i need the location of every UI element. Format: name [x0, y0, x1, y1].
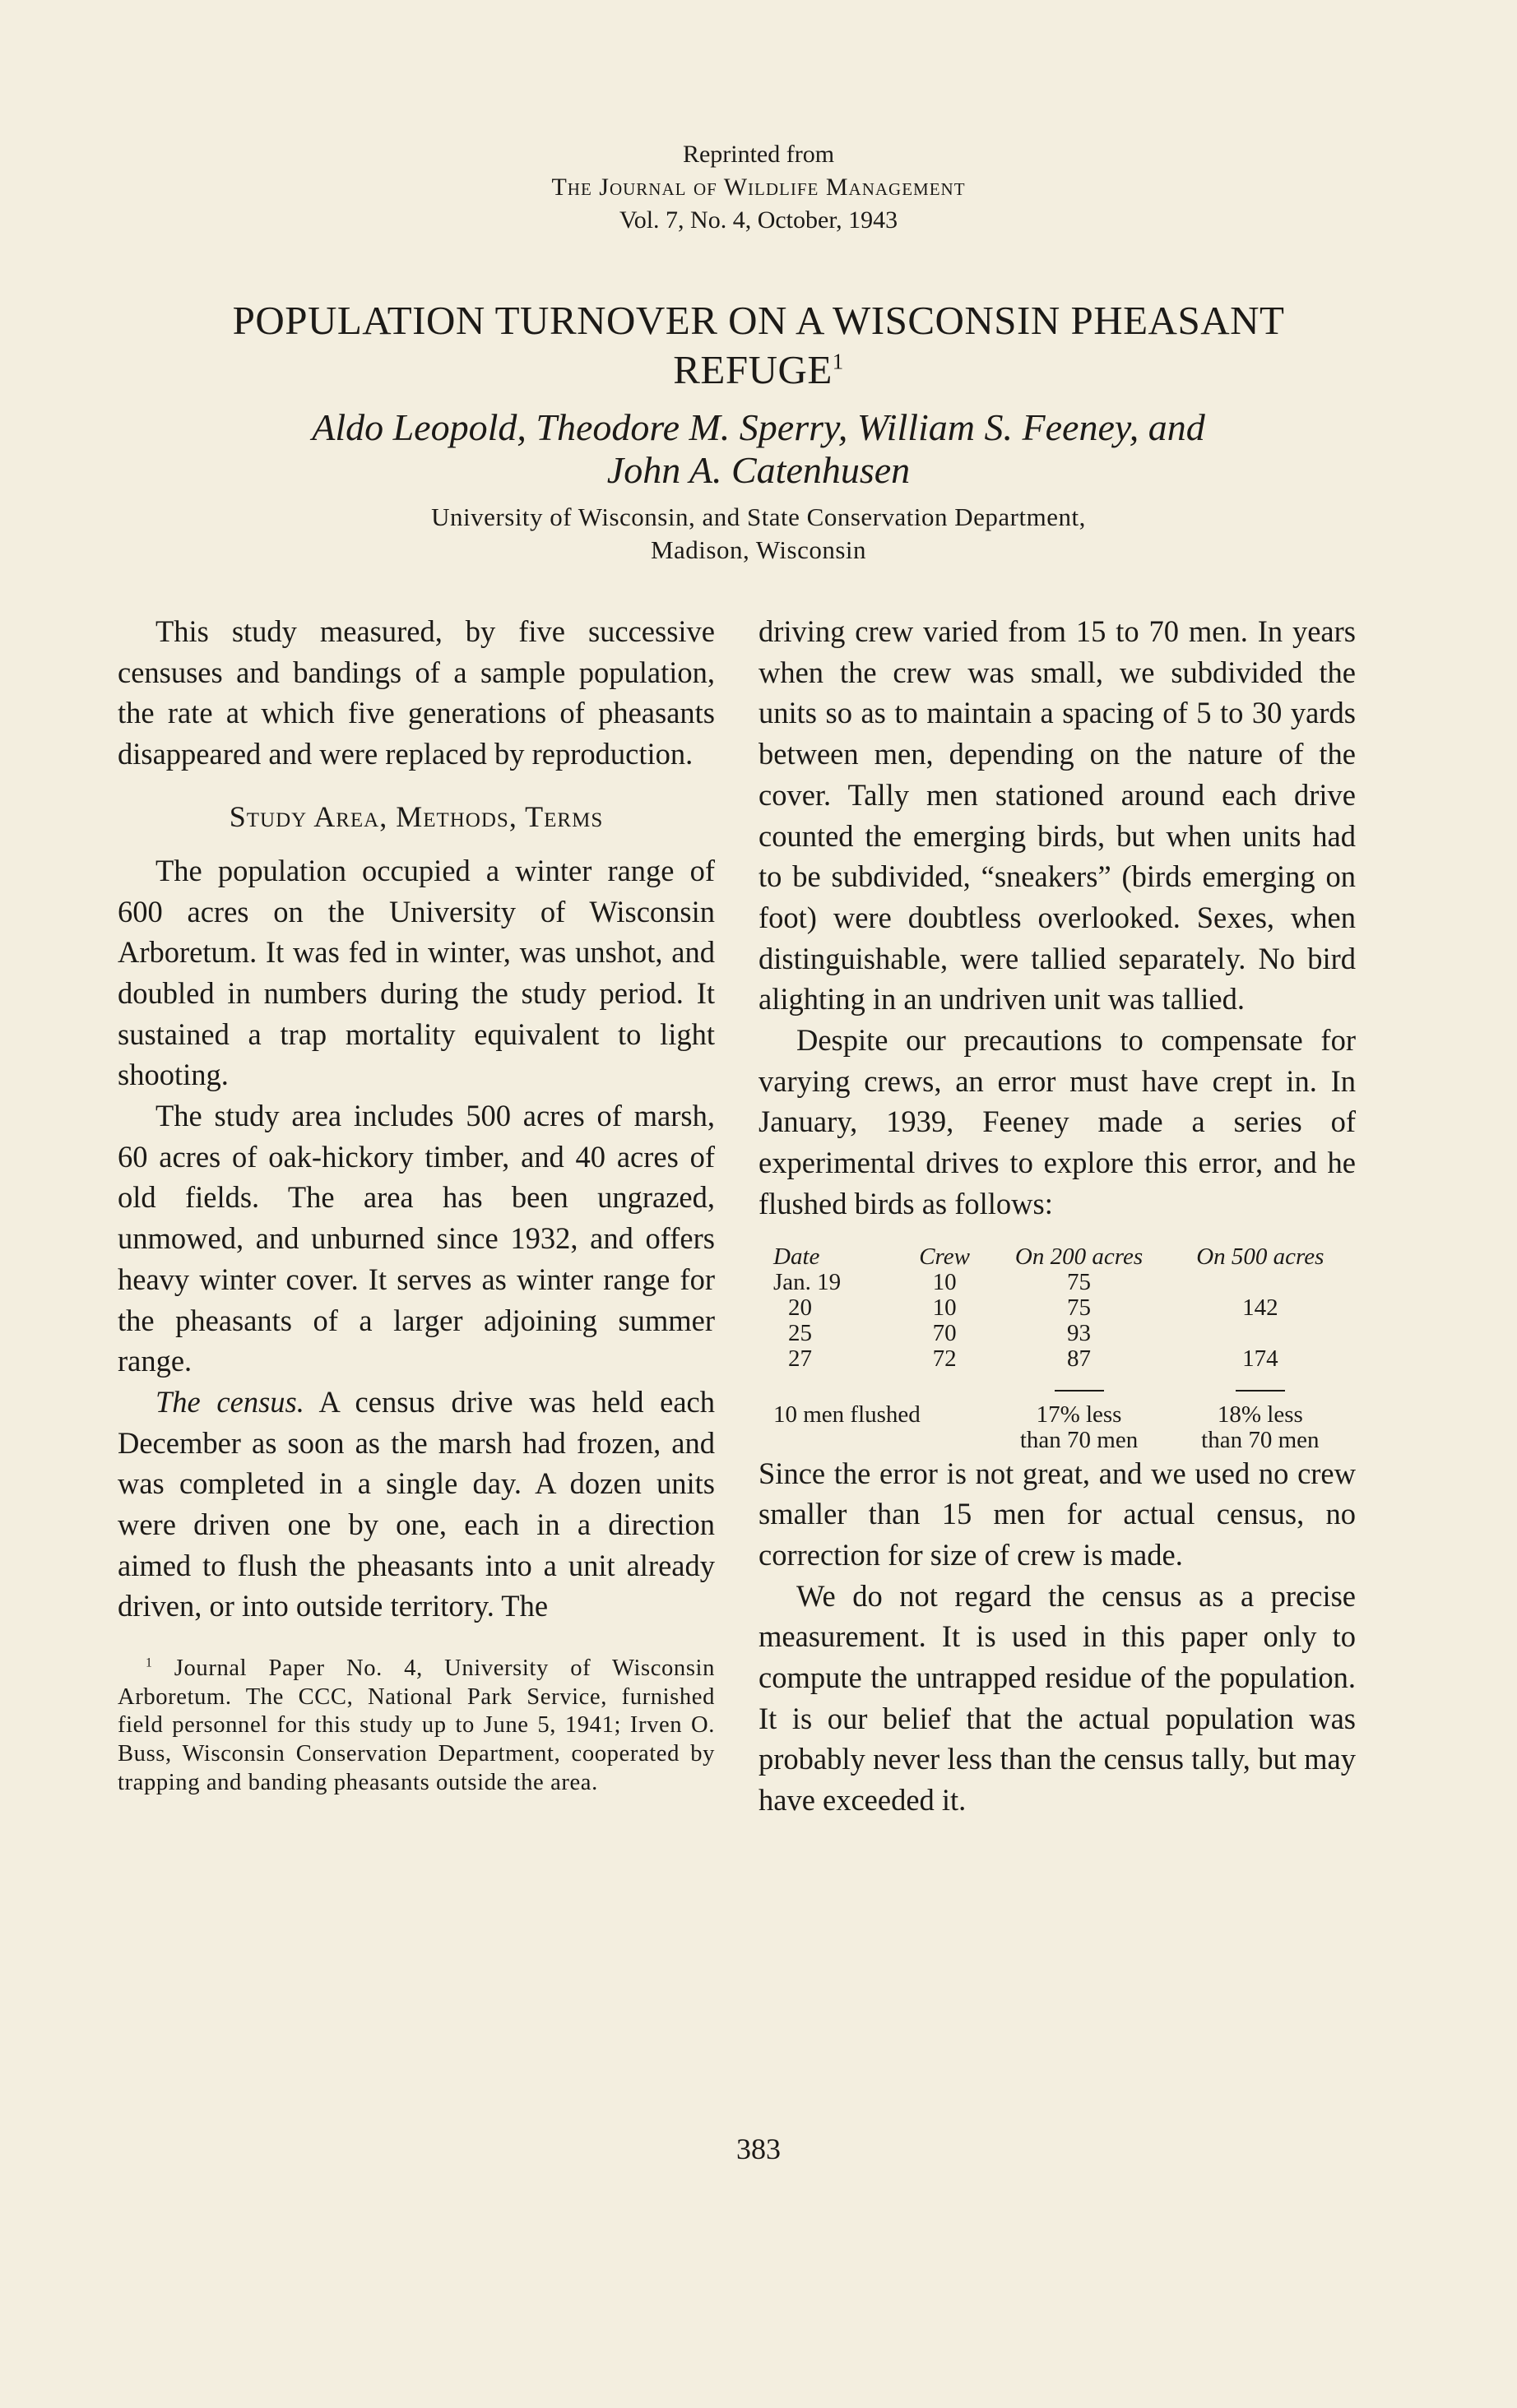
table-cell: Jan. 19 [773, 1268, 842, 1295]
section-heading: Study Area, Methods, Terms [229, 799, 604, 833]
table-cell: 75 [1067, 1268, 1092, 1295]
footnote-text: Journal Paper No. 4, University of Wisconsin Arboretum. The CCC, National Park Service, furnished field personnel for this study up to June 5, 1941; Irven O. Buss, Wisconsin Conservation Department, cooperated by trapping and banding pheasants outside the area. [118, 1656, 715, 1795]
title-footnote-mark: 1 [832, 349, 844, 374]
table-cell: 10 [932, 1294, 957, 1321]
body-paragraph-4: driving crew varied from 15 to 70 men. In years when the crew was small, we subdivided the units so as to maintain a spacing of 5 to 30 yards between men, depending on the nature of the cover. Tally men stationed around each drive counted the emerging birds, but when units had to be subdivided, “sneakers” (birds emerging on foot) were doubtless overlooked. Sexes, when distinguishable, were tallied separately. No bird alighting in an undriven unit was tallied. [758, 614, 1356, 1016]
crew-size-table [758, 1244, 1351, 1453]
affiliation-line-1: University of Wisconsin, and State Conservation Department, [431, 502, 1086, 531]
footnote [118, 1655, 715, 1797]
reprint-line: Reprinted from [682, 141, 835, 168]
sum-rule [1236, 1390, 1285, 1392]
table-row [758, 1270, 1351, 1295]
table-cell: 174 [1242, 1345, 1278, 1372]
body-paragraph-3 [118, 1382, 715, 1627]
reprint-header [0, 138, 1517, 237]
table-row [758, 1295, 1351, 1321]
sum-rule [1055, 1390, 1104, 1392]
body-paragraph-7: We do not regard the census as a precise measurement. It is used in this paper only to compute the untrapped residue of the population. It is our belief that the actual population was probably never less than the census tally, but may have exceeded it. [758, 1578, 1356, 1818]
table-cell: 27 [788, 1345, 812, 1372]
table-row [758, 1346, 1351, 1372]
summary-label: 10 men flushed [773, 1401, 921, 1428]
abstract-paragraph: This study measured, by five successive censuses and bandings of a sample population, the rate at which five generations of pheasants disappeared and were replaced by reproduction. [118, 614, 715, 771]
table-header: Crew [919, 1243, 970, 1270]
table-summary-row [758, 1397, 1351, 1453]
right-column [758, 611, 1356, 1821]
authors-line-2: John A. Catenhusen [606, 449, 911, 491]
table-header-row [758, 1244, 1351, 1270]
affiliation-line-2: Madison, Wisconsin [650, 535, 867, 564]
affiliation [0, 501, 1517, 567]
census-text: A census drive was held each December as soon as the marsh had frozen, and was completed in a single day. A dozen units were driven one by one, each in a direction aimed to flush the pheasants into a unit already driven, or into outside territory. The [118, 1384, 715, 1623]
journal-name: The Journal of Wildlife Management [551, 174, 966, 201]
table-cell: 142 [1242, 1294, 1278, 1321]
table-cell: 70 [932, 1319, 957, 1346]
title-line-1: POPULATION TURNOVER ON A WISCONSIN PHEASANT [232, 298, 1285, 343]
table-row [758, 1321, 1351, 1346]
table-header: On 500 acres [1196, 1243, 1324, 1270]
summary-200: 17% less than 70 men [1019, 1401, 1139, 1453]
volume-info: Vol. 7, No. 4, October, 1943 [619, 206, 898, 234]
body-paragraph-2: The study area includes 500 acres of marsh, 60 acres of oak-hickory timber, and 40 acres of old fields. The area has been ungrazed, unmowed, and unburned since 1932, and offers heavy winter cover. It serves as winter range for the pheasants of a larger adjoining summer range. [118, 1099, 715, 1378]
table-cell [1170, 1270, 1351, 1295]
table-cell: 93 [1067, 1319, 1092, 1346]
table-rule-row [758, 1372, 1351, 1397]
footnote-mark: 1 [146, 1656, 153, 1670]
census-subheading: The census. [155, 1384, 304, 1419]
table-cell: 10 [932, 1268, 957, 1295]
body-paragraph-1: The population occupied a winter range of 600 acres on the University of Wisconsin Arboretum. It was fed in winter, was unshot, and doubled in numbers during the study period. It sustained a trap mortality equivalent to light shooting. [118, 853, 715, 1092]
author-list [0, 406, 1517, 492]
table-header: On 200 acres [1014, 1243, 1144, 1270]
table-cell: 20 [788, 1294, 812, 1321]
title-line-2-text: REFUGE [673, 347, 833, 392]
left-column [118, 611, 715, 1797]
page-number: 383 [736, 2132, 781, 2165]
table-header: Date [773, 1243, 820, 1270]
title-line-2 [0, 345, 1517, 395]
summary-500: 18% less than 70 men [1201, 1401, 1320, 1453]
table-cell: 75 [1067, 1294, 1092, 1321]
article-title [0, 296, 1517, 395]
table-cell: 72 [932, 1345, 957, 1372]
table-cell: 25 [788, 1319, 812, 1346]
table-cell [1170, 1321, 1351, 1346]
body-paragraph-6: Since the error is not great, and we used no crew smaller than 15 men for actual census, no correction for size of crew is made. [758, 1456, 1356, 1572]
authors-line-1: Aldo Leopold, Theodore M. Sperry, William S. Feeney, and [312, 406, 1205, 448]
table-cell: 87 [1067, 1345, 1092, 1372]
body-paragraph-5: Despite our precautions to compensate for varying crews, an error must have crept in. In January, 1939, Feeney made a series of experimental drives to explore this error, and he flushed birds as follows: [758, 1023, 1356, 1220]
